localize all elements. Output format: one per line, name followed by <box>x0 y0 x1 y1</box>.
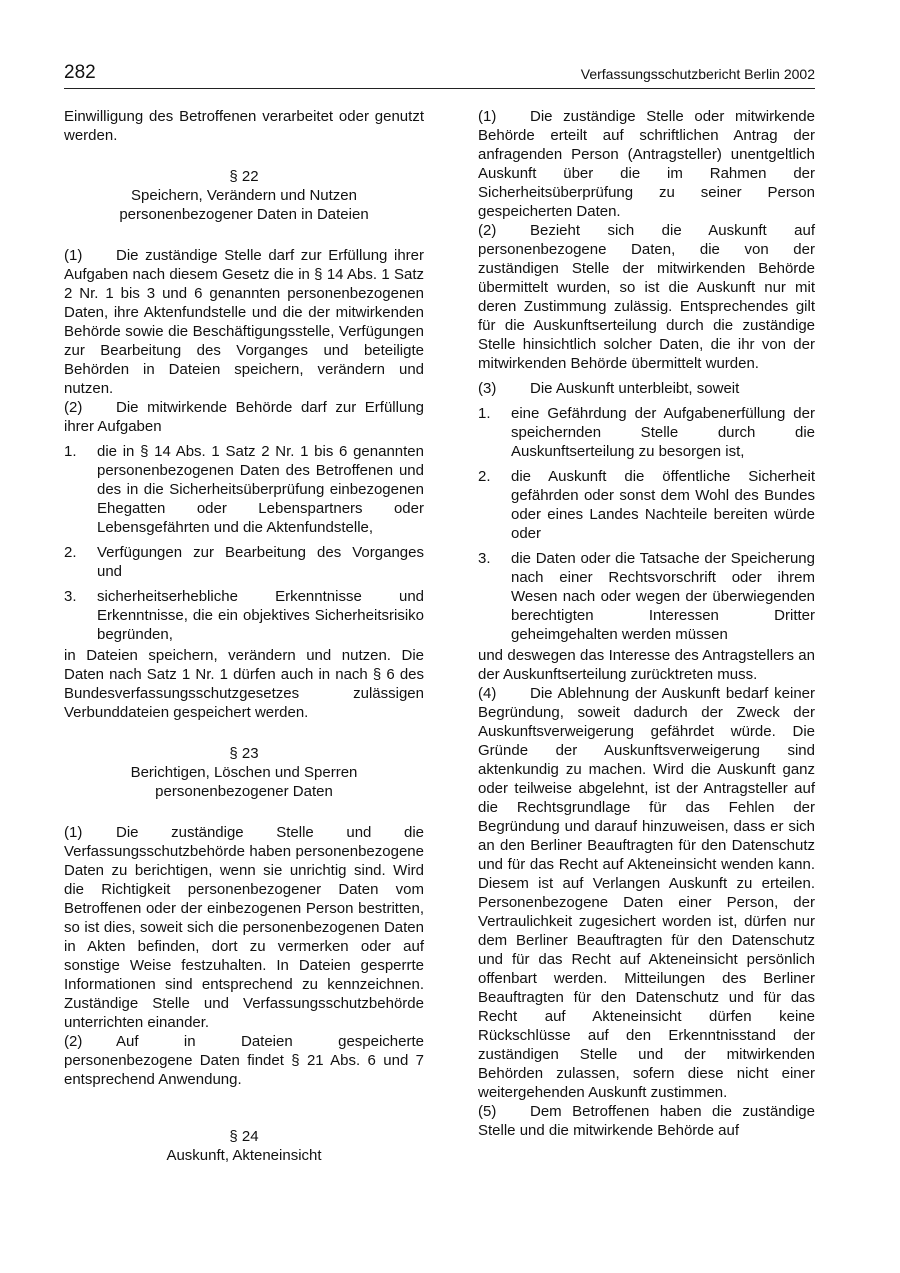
page-header <box>64 64 815 89</box>
list-item <box>64 442 424 537</box>
paragraph-number: (2) <box>64 399 83 416</box>
paragraph <box>64 1032 424 1089</box>
list-item-number: 2. <box>478 468 491 485</box>
section-number: § 24 <box>229 1128 259 1145</box>
list-item-number: 1. <box>64 443 77 460</box>
page-number: 282 <box>64 62 96 83</box>
section-number: § 23 <box>229 745 259 762</box>
intro-paragraph: Einwilligung des Betroffenen verarbeitet oder genutzt werden. <box>64 108 424 144</box>
paragraph <box>64 246 424 398</box>
paragraph <box>64 823 424 1032</box>
paragraph <box>478 107 815 221</box>
numbered-list <box>478 404 815 644</box>
section-23 <box>64 744 424 1089</box>
paragraph <box>478 684 815 1102</box>
paragraph-number: (4) <box>478 685 497 702</box>
numbered-list <box>64 442 424 644</box>
paragraph-text: Bezieht sich die Auskunft auf personenbezogene Daten, die von der zuständigen Stelle der mitwirkenden Behörde übermittelt wurden, so ist die Auskunft nur mit deren Zustimmung zulässig. Entsprechendes gilt für die Auskunftserteilung durch die zuständige Stelle hinsichtlich solcher Daten, die ihr von der mitwirkenden Behörde übermittelt wurden. <box>478 222 815 372</box>
list-item-text: die Auskunft die öffentliche Sicherheit gefährden oder sonst dem Wohl des Bundes oder eines Landes Nachteile bereiten würde oder <box>511 468 815 542</box>
paragraph-number: (2) <box>64 1033 83 1050</box>
list-item-number: 1. <box>478 405 491 422</box>
paragraph-text: Die Ablehnung der Auskunft bedarf keiner Begründung, soweit dadurch der Zweck der Auskunftsverweigerung gefährdet würde. Die Gründe der Auskunftsverweigerung sind aktenkundig zu machen. Wird die Auskunft ganz oder teilweise abgelehnt, ist der Antragsteller auf die Rechtsgrundlage für das Fehlen der Begründung und darauf hinzuweisen, dass er sich an den Berliner Beauftragten für den Datenschutz und für das Recht auf Akteneinsicht wenden kann. Diesem ist auf Verlangen Auskunft zu erteilen. Personenbezogene Daten einer Person, der Vertraulichkeit zugesichert worden ist, dürfen nur dem Berliner Beauftragten für den Datenschutz und für das Recht auf Akteneinsicht persönlich offenbart werden. Mitteilungen des Berliner Beauftragten für den Datenschutz und für das Recht auf Akteneinsicht dürfen keine Rückschlüsse auf den Erkenntnisstand der zuständigen Stelle und der mitwirkenden Behörden zulassen, sofern diese nicht einer weitergehenden Auskunft zustimmen. <box>478 685 815 1101</box>
section-number: § 22 <box>229 168 259 185</box>
paragraph-number: (1) <box>64 247 83 264</box>
section-24 <box>64 1127 424 1165</box>
list-item-text: eine Gefährdung der Aufgabenerfüllung der speichernden Stelle durch die Auskunftserteilung zu besorgen ist, <box>511 405 815 460</box>
list-item-text: die Daten oder die Tatsache der Speicherung nach einer Rechtsvorschrift oder ihrem Wesen nach oder wegen der überwiegenden berechtigten Interessen Dritter geheimgehalten werden müssen <box>511 550 815 643</box>
paragraph-text: Die mitwirkende Behörde darf zur Erfüllung ihrer Aufgaben <box>64 399 424 435</box>
section-22 <box>64 167 424 722</box>
section-title-line: Speichern, Verändern und Nutzen <box>131 187 357 204</box>
paragraph <box>478 1102 815 1140</box>
paragraph-number: (3) <box>478 380 497 397</box>
paragraph-text: Die zuständige Stelle und die Verfassungsschutzbehörde haben personenbezogene Daten zu berichtigen, wenn sie unrichtig sind. Wird die Richtigkeit personenbezogener Daten vom Betroffenen oder der einbezogenen Person bestritten, so ist dies, soweit sich die personenbezogenen Daten in Akten befinden, dort zu vermerken oder auf sonstige Weise festzuhalten. In Dateien gesperrte Informationen sind entsprechend zu kennzeichnen. Zuständige Stelle und Verfassungsschutzbehörde unterrichten einander. <box>64 824 424 1031</box>
paragraph-text: Die zuständige Stelle darf zur Erfüllung ihrer Aufgaben nach diesem Gesetz die in § 14 Abs. 1 Satz 2 Nr. 1 bis 3 und 6 genannten personenbezogenen Daten, ihre Aktenfundstelle und die der mitwirkenden Behörde sowie die Beschäftigungsstelle, Verfügungen zur Bearbeitung des Vorganges und beteiligte Behörden in Dateien speichern, verändern und nutzen. <box>64 247 424 397</box>
paragraph <box>478 221 815 373</box>
paragraph-number: (2) <box>478 222 497 239</box>
list-item-text: die in § 14 Abs. 1 Satz 2 Nr. 1 bis 6 genannten personenbezogenen Daten des Betroffenen und des in die Sicherheitsüberprüfung einbezogenen Ehegatten oder Lebenspartners oder Lebensgefährten und die Aktenfundstelle, <box>97 443 424 536</box>
section-title-line: Berichtigen, Löschen und Sperren <box>130 764 358 781</box>
paragraph-number: (1) <box>64 824 83 841</box>
list-item-text: Verfügungen zur Bearbeitung des Vorganges und <box>97 544 424 580</box>
paragraph-text: Dem Betroffenen haben die zuständige Stelle und die mitwirkende Behörde auf <box>478 1103 815 1139</box>
paragraph-continuation: und deswegen das Interesse des Antragstellers an der Auskunftserteilung zurücktreten muss. <box>478 647 815 683</box>
right-column <box>478 107 815 1140</box>
left-column <box>64 107 424 1165</box>
list-item-number: 2. <box>64 544 77 561</box>
list-item <box>64 543 424 581</box>
list-item <box>64 587 424 644</box>
list-item-text: sicherheitserhebliche Erkenntnisse und Erkenntnisse, die ein objektives Sicherheitsrisiko begründen, <box>97 588 424 643</box>
paragraph-continuation: in Dateien speichern, verändern und nutzen. Die Daten nach Satz 1 Nr. 1 dürfen auch in nach § 6 des Bundesverfassungsschutzgesetzes zulässigen Verbunddateien gespeichert werden. <box>64 647 424 721</box>
paragraph-text: Die Auskunft unterbleibt, soweit <box>530 380 740 397</box>
list-item <box>478 549 815 644</box>
section-title-line: personenbezogener Daten in Dateien <box>119 206 369 223</box>
list-item-number: 3. <box>64 588 77 605</box>
paragraph-number: (1) <box>478 108 497 125</box>
section-title-line: Auskunft, Akteneinsicht <box>166 1147 322 1164</box>
list-item <box>478 404 815 461</box>
running-title: Verfassungsschutzbericht Berlin 2002 <box>580 66 815 82</box>
list-item <box>478 467 815 543</box>
list-item-number: 3. <box>478 550 491 567</box>
paragraph-text: Die zuständige Stelle oder mitwirkende Behörde erteilt auf schriftlichen Antrag der anfragenden Person (Antragsteller) unentgeltlich Auskunft über die im Rahmen der Sicherheitsüberprüfung zu seiner Person gespeicherten Daten. <box>478 108 815 220</box>
section-title-line: personenbezogener Daten <box>155 783 333 800</box>
paragraph-text: Auf in Dateien gespeicherte personenbezogene Daten findet § 21 Abs. 6 und 7 entsprechend Anwendung. <box>64 1033 424 1088</box>
paragraph <box>478 379 815 398</box>
paragraph-number: (5) <box>478 1103 497 1120</box>
paragraph <box>64 398 424 436</box>
